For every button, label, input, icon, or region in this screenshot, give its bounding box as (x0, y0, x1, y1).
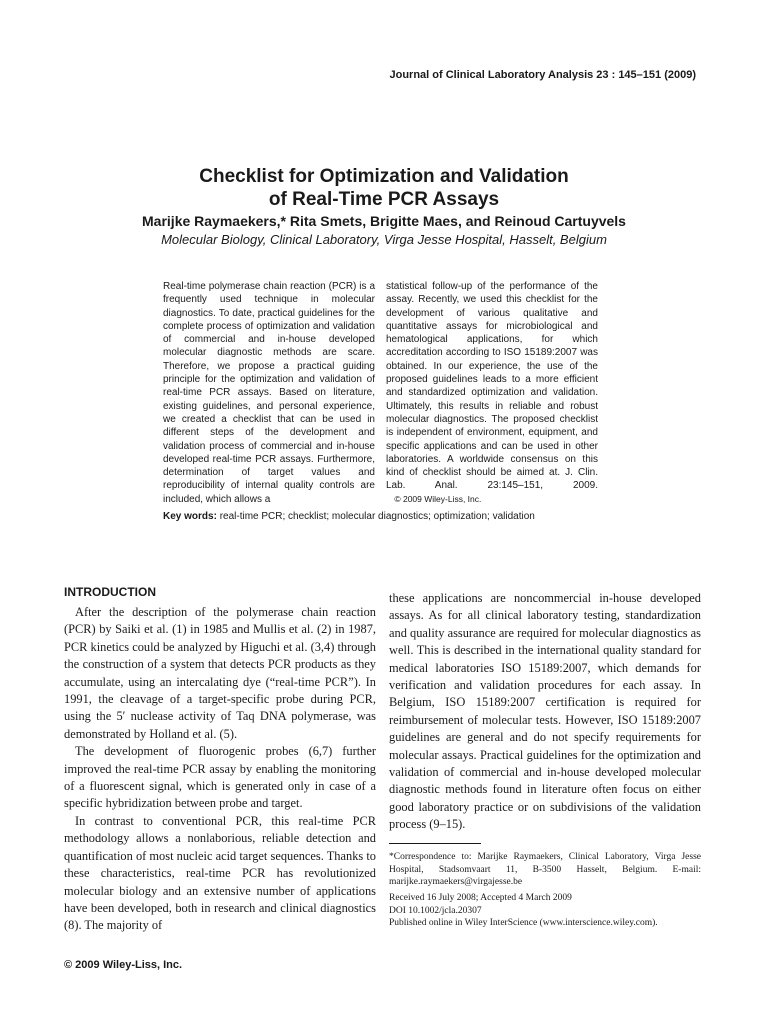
abstract-columns (163, 280, 598, 506)
keywords (163, 510, 598, 523)
published-online: Published online in Wiley InterScience (www.interscience.wiley.com). (389, 918, 658, 928)
body-right-column (389, 590, 701, 834)
body-paragraph: In contrast to conventional PCR, this real-time PCR methodology allows a nonlaborious, reliable detection and quantification of most nucleic acid target sequences. Thanks to these characteristics, real-time PCR has revolutionized molecular biology and an extensive number of applications have been developed, both in research and clinical diagnostics (8). The majority of (64, 813, 376, 933)
doi: DOI 10.1002/jcla.20307 (389, 905, 482, 916)
body-paragraph: After the description of the polymerase chain reaction (PCR) by Saiki et al. (1) in 1985 and Mullis et al. (2) in 1987, PCR kinetics could be analyzed by Higuchi et al. (3,4) through the construction of a system that detects PCR products as they accumulate, using an intercalating dye (“real-time PCR”). In 1991, the cleavage of a target-specific probe during PCR, using the 5′ nuclease activity of Taq DNA polymerase, was demonstrated by Holland et al. (5). (64, 605, 376, 741)
abstract-column-1: Real-time polymerase chain reaction (PCR) is a frequently used technique in molecular diagnostics. To date, practical guidelines for the complete process of optimization and validation of commercial and in-house developed molecular diagnostic methods are scare. Therefore, we propose a practical guiding principle for the optimization and validation of real-time PCR assays. Based on literature, existing guidelines, and personal experience, we created a checklist that can be used in different steps of the development and validation process of commercial and in-house developed real-time PCR assays. Furthermore, determination of target values and reproducibility of internal quality controls are included, which allows a (163, 281, 375, 505)
affiliation: Molecular Biology, Clinical Laboratory, Virga Jesse Hospital, Hasselt, Belgium (161, 232, 607, 247)
body-paragraph: these applications are noncommercial in-house developed assays. As for all clinical laboratory testing, standardization and quality assurance are required for molecular diagnostics as well. This is described in the international quality standard for medical laboratories ISO 15189:2007, which demands for verification and validation procedures for each assay. In Belgium, ISO 15189:2007 certification is required for reimbursement of molecular tests. However, ISO 15189:2007 guidelines are general and do not specify requirements for molecular assays. Practical guidelines for the optimization and validation of commercial and in-house developed molecular diagnostic methods found in literature often focus on either good laboratory practice or on subdivisions of the validation process (9–15). (389, 591, 701, 832)
journal-header: Journal of Clinical Laboratory Analysis 23 : 145–151 (2009) (389, 69, 696, 81)
received-date: Received 16 July 2008; Accepted 4 March 2009 (389, 893, 572, 903)
footer-copyright: © 2009 Wiley-Liss, Inc. (64, 959, 183, 971)
body-left-column (64, 604, 376, 935)
title-line-2: of Real-Time PCR Assays (268, 189, 500, 210)
article-title (0, 165, 768, 211)
title-line-1: Checklist for Optimization and Validation (199, 166, 569, 187)
keywords-label: Key words: (163, 511, 217, 523)
correspondence-footnote: *Correspondence to: Marijke Raymaekers, Clinical Laboratory, Virga Jesse Hospital, Stadsomvaart 11, B-3500 Hasselt, Belgium. E-mail: marijke.raymaekers@virgajesse.be (389, 852, 701, 887)
footnote-rule (389, 843, 481, 844)
abstract-copyright: © 2009 Wiley-Liss, Inc. (394, 493, 482, 504)
section-heading: INTRODUCTION (64, 585, 156, 599)
publication-history (389, 892, 701, 930)
body-paragraph: The development of fluorogenic probes (6,7) further improved the real-time PCR assay by enabling the monitoring of a fluorescent signal, which is generated only in case of a specific hybridization between probe and target. (64, 744, 376, 811)
author-list: Marijke Raymaekers,* Rita Smets, Brigitte Maes, and Reinoud Cartuyvels (142, 213, 626, 229)
abstract-column-2-text: statistical follow-up of the performance of the assay. Recently, we used this checklist for the development of various qualitative and quantitative assays for microbiological and hematological applications, for which accreditation according to ISO 15189:2007 was obtained. In our experience, the use of the proposed guidelines leads to a more efficient and standardized optimization and validation. Ultimately, this results in reliable and robust molecular diagnostics. The proposed checklist is independent of environment, equipment, and specific applications and can be used in other laboratories. A worldwide consensus on this kind of checklist should be aimed at. J. Clin. Lab. Anal. 23:145–151, 2009. (386, 281, 598, 492)
keywords-text: real-time PCR; checklist; molecular diagnostics; optimization; validation (219, 511, 535, 523)
abstract-column-2 (386, 280, 598, 506)
abstract (163, 280, 598, 523)
